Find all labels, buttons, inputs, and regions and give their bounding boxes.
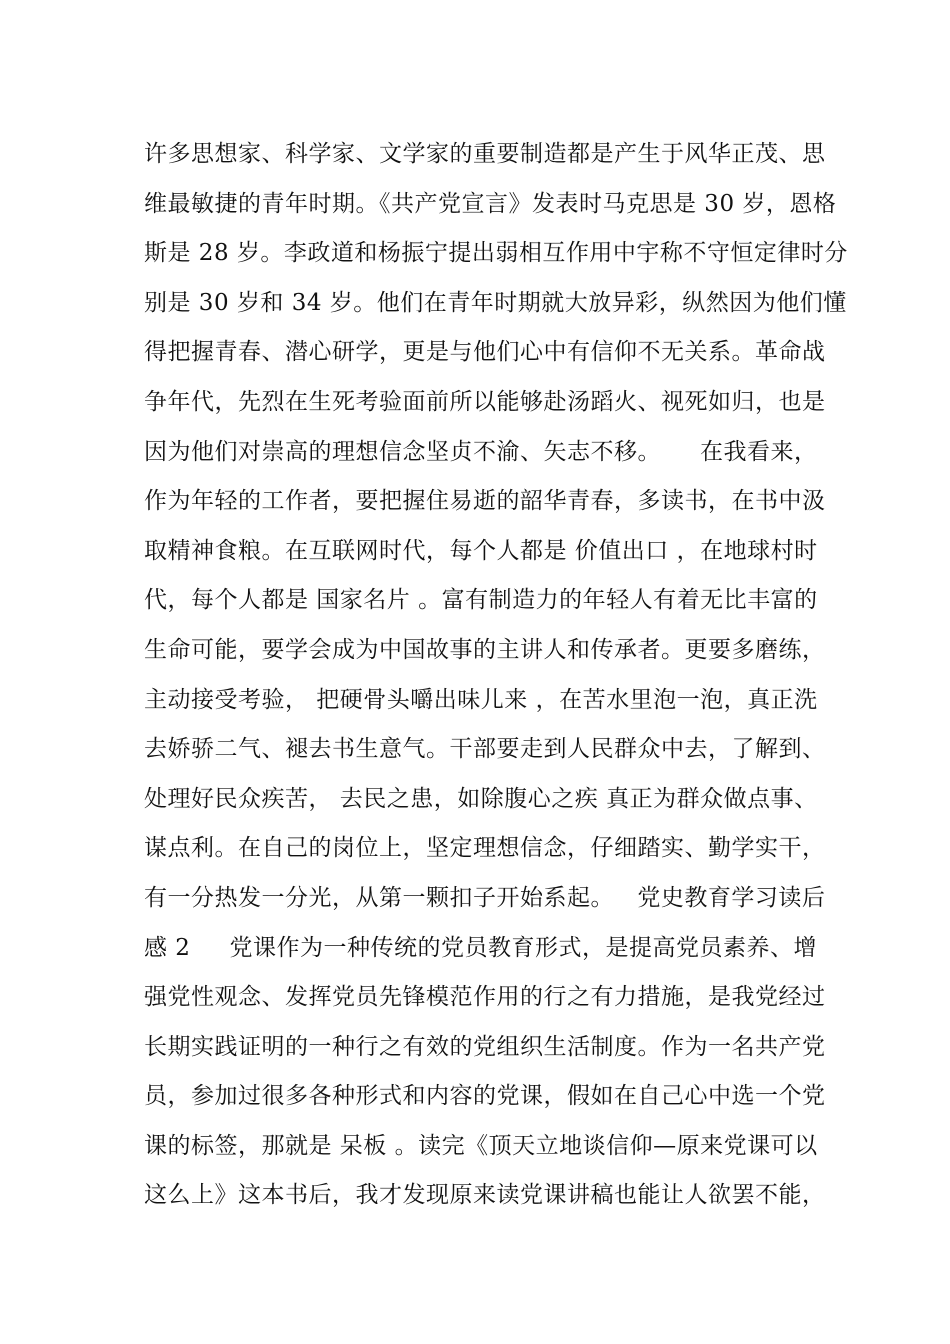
- text-line: 有一分热发一分光，从第一颗扣子开始系起。 党史教育学习读后: [144, 884, 826, 911]
- text-line: 代，每个人都是 国家名片 。富有制造力的年轻人有着无比丰富的: [144, 587, 818, 614]
- text-line: 去娇骄二气、褪去书生意气。干部要走到人民群众中去，了解到、: [144, 736, 826, 763]
- text-line: 感 2 党课作为一种传统的党员教育形式，是提高党员素养、增: [144, 934, 817, 961]
- text-line: 课的标签，那就是 呆板 。读完《顶天立地谈信仰—原来党课可以: [144, 1132, 818, 1159]
- text-line: 强党性观念、发挥党员先锋模范作用的行之有力措施，是我党经过: [144, 984, 826, 1011]
- text-line: 别是 30 岁和 34 岁。他们在青年时期就大放异彩，纵然因为他们懂: [144, 289, 847, 316]
- text-line: 因为他们对崇高的理想信念坚贞不渝、矢志不移。 在我看来，: [144, 438, 818, 465]
- text-line: 员，参加过很多各种形式和内容的党课，假如在自己心中选一个党: [144, 1083, 826, 1110]
- text-line: 斯是 28 岁。李政道和杨振宁提出弱相互作用中宇称不守恒定律时分: [144, 240, 848, 267]
- text-line: 主动接受考验， 把硬骨头嚼出味儿来 ，在苦水里泡一泡，真正洗: [144, 686, 818, 713]
- text-line: 谋点利。在自己的岗位上，坚定理想信念，仔细踏实、勤学实干，: [144, 835, 826, 862]
- text-line: 处理好民众疾苦， 去民之患，如除腹心之疾 真正为群众做点事、: [144, 785, 818, 812]
- text-line: 生命可能，要学会成为中国故事的主讲人和传承者。更要多磨练，: [144, 636, 826, 663]
- body-text: [144, 130, 848, 1221]
- text-line: 取精神食粮。在互联网时代，每个人都是 价值出口 ，在地球村时: [144, 537, 818, 564]
- text-line: 得把握青春、潜心研学，更是与他们心中有信仰不无关系。革命战: [144, 339, 826, 366]
- text-line: 争年代，先烈在生死考验面前所以能够赴汤蹈火、视死如归，也是: [144, 388, 826, 415]
- text-line: 许多思想家、科学家、文学家的重要制造都是产生于风华正茂、思: [144, 141, 826, 167]
- text-line: 这么上》这本书后，我才发现原来读党课讲稿也能让人欲罢不能，: [144, 1182, 826, 1209]
- text-line: 长期实践证明的一种行之有效的党组织生活制度。作为一名共产党: [144, 1033, 826, 1060]
- text-line: 作为年轻的工作者，要把握住易逝的韶华青春，多读书，在书中汲: [144, 488, 826, 515]
- text-line: 维最敏捷的青年时期。《共产党宣言》发表时马克思是 30 岁，恩格: [144, 190, 837, 217]
